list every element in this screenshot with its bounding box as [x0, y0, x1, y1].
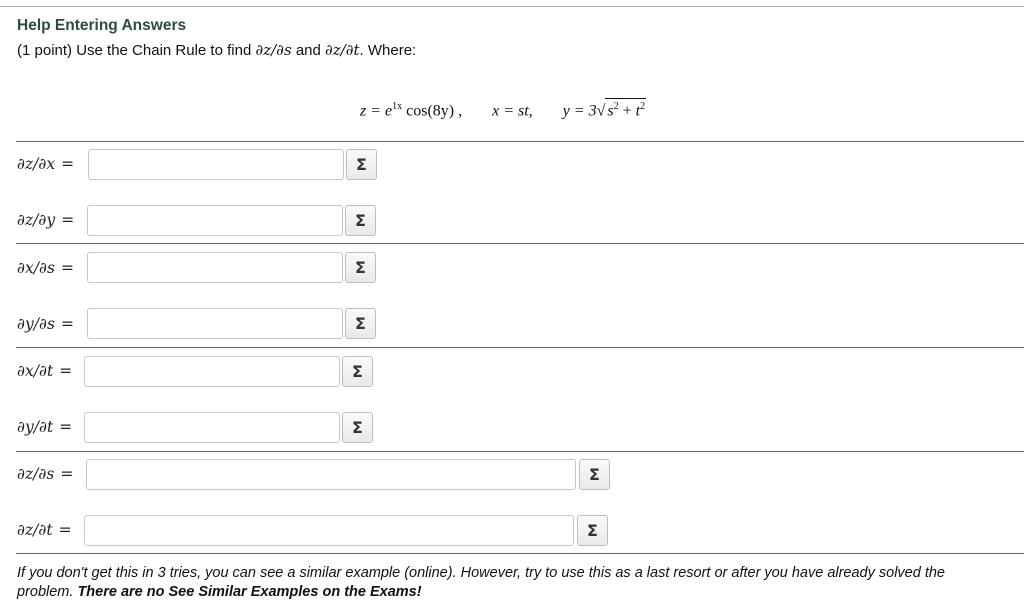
- answer-input-dz-ds[interactable]: [86, 459, 576, 490]
- answer-input-dy-ds[interactable]: [87, 308, 343, 339]
- problem-statement: [17, 41, 416, 59]
- z-definition-lhs: z = e: [360, 102, 393, 120]
- z-definition-rhs: cos(8y) ,: [406, 102, 463, 120]
- hint-footer: [17, 564, 1024, 602]
- label-dy-ds: ∂y/∂s =: [17, 315, 74, 333]
- hint-bold: There are no See Similar Examples on the Exams!: [77, 584, 422, 600]
- answer-input-dz-dx[interactable]: [88, 149, 344, 180]
- answer-input-dx-dt[interactable]: [84, 356, 340, 387]
- section-divider: [16, 347, 1024, 348]
- help-entering-answers-link[interactable]: Help Entering Answers: [17, 17, 187, 34]
- problem-derivative-2: ∂z/∂t: [325, 41, 360, 59]
- label-dx-dt: ∂x/∂t =: [17, 362, 73, 380]
- sigma-icon[interactable]: Σ: [579, 459, 610, 490]
- top-divider: [0, 6, 1024, 7]
- label-dz-ds: ∂z/∂s =: [17, 465, 74, 483]
- section-divider: [16, 451, 1024, 452]
- z-exponent: 1x: [392, 101, 403, 112]
- answer-input-dz-dy[interactable]: [87, 205, 343, 236]
- sigma-icon[interactable]: Σ: [342, 356, 373, 387]
- x-definition: x = st,: [492, 102, 533, 120]
- sigma-icon[interactable]: Σ: [345, 252, 376, 283]
- label-dy-dt: ∂y/∂t =: [17, 418, 73, 436]
- sqrt-radicand: $s^2 + t^2$: [605, 98, 646, 119]
- label-dz-dx: ∂z/∂x =: [17, 155, 75, 173]
- problem-prefix: (1 point) Use the Chain Rule to find: [17, 42, 252, 59]
- given-functions: [360, 98, 646, 120]
- section-divider: [16, 141, 1024, 142]
- answer-input-dy-dt[interactable]: [84, 412, 340, 443]
- label-dz-dy: ∂z/∂y =: [17, 211, 75, 229]
- label-dx-ds: ∂x/∂s =: [17, 259, 74, 277]
- sigma-icon[interactable]: Σ: [577, 515, 608, 546]
- problem-derivative-1: ∂z/∂s: [255, 41, 292, 59]
- answer-input-dz-dt[interactable]: [84, 515, 574, 546]
- problem-and: and: [295, 42, 321, 59]
- sigma-icon[interactable]: Σ: [346, 149, 377, 180]
- hint-text-line2: problem.: [17, 584, 74, 600]
- sigma-icon[interactable]: Σ: [342, 412, 373, 443]
- problem-suffix: . Where:: [359, 42, 417, 59]
- hint-text: If you don't get this in 3 tries, you can see a similar example (online). However, try to use this as a last resort or after you have already solved the: [17, 565, 945, 581]
- sqrt-sign: √: [596, 102, 606, 120]
- sigma-icon[interactable]: Σ: [345, 308, 376, 339]
- answer-input-dx-ds[interactable]: [87, 252, 343, 283]
- section-divider: [16, 243, 1024, 244]
- y-definition-lhs: y = 3: [562, 102, 597, 120]
- sigma-icon[interactable]: Σ: [345, 205, 376, 236]
- label-dz-dt: ∂z/∂t =: [17, 521, 72, 539]
- section-divider: [16, 553, 1024, 554]
